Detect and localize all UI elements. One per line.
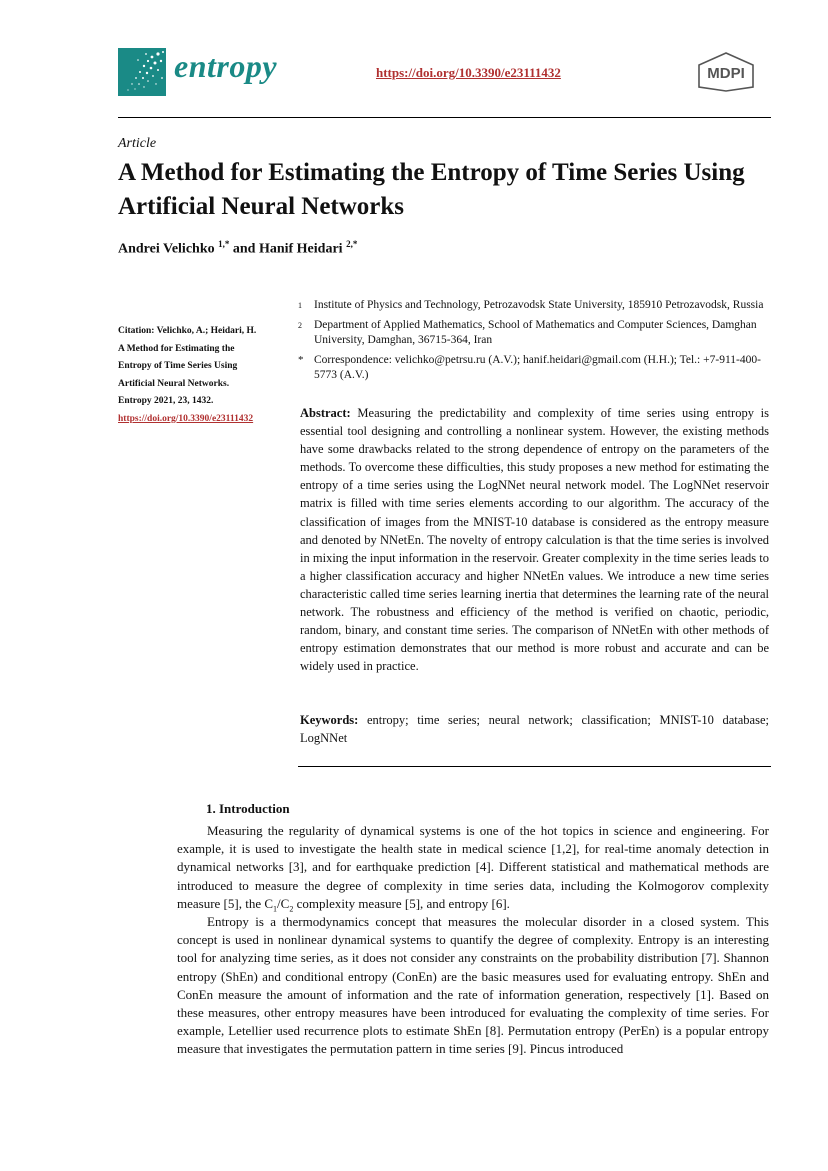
introduction-body: [177, 822, 769, 1059]
abstract-divider: [298, 766, 771, 767]
affiliation-item: [298, 298, 768, 313]
citation-line: Entropy 2021, 23, 1432.: [118, 396, 214, 406]
subscript: 1: [273, 904, 278, 914]
citation-line: Artificial Neural Networks.: [118, 378, 230, 389]
affiliations: [298, 298, 768, 388]
publisher-logo-text: MDPI: [707, 65, 745, 82]
affiliation-number: 1: [298, 301, 302, 310]
correspondence-text: Correspondence: velichko@petrsu.ru (A.V.); hanif.heidari@gmail.com (H.H.); Tel.: +7-911-400-5773 (A.V.): [314, 354, 761, 381]
citation-line: A Method for Estimating the: [118, 343, 235, 354]
affiliation-text: Department of Applied Mathematics, School of Mathematics and Computer Sciences, Damghan University, Damghan, 36715-364, Iran: [314, 319, 757, 346]
abstract: [300, 404, 769, 675]
correspondence-marker: *: [298, 354, 304, 366]
citation-doi-link[interactable]: https://doi.org/10.3390/e23111432: [118, 413, 254, 424]
correspondence-item: [298, 353, 768, 383]
mdpi-hexagon-logo: [696, 52, 756, 92]
author-joiner: and: [232, 241, 259, 257]
doi-link[interactable]: https://doi.org/10.3390/e23111432: [376, 65, 561, 80]
paragraph-text: Measuring the regularity of dynamical systems is one of the hot topics in science and engineering. For example, it is used to investigate the health state in medical science [1,2], for real-time anomaly detection in dynamical networks [3], and for earthquake prediction [4]. Different statistical and mathematical methods are introduced to measure the degree of complexity in time series data, including the Kolmogorov complexity measure [5], the C: [177, 823, 769, 911]
article-type: Article: [118, 136, 157, 151]
header-divider: [118, 117, 771, 118]
affiliation-text: Institute of Physics and Technology, Petrozavodsk State University, 185910 Petrozavodsk, Russia: [314, 299, 764, 311]
paragraph: Entropy is a thermodynamics concept that measures the molecular disorder in a closed system. This concept is used in nonlinear dynamical systems to quantify the degree of complexity. Entropy is an interesting tool for analyzing time series, as it does not consider any constraints on the probability distribution [7]. Shannon entropy (ShEn) and conditional entropy (ConEn) are the basic measures used for evaluating entropy. ShEn and ConEn measure the amount of information and the rate of information generation, respectively [1]. Based on these measures, other entropy measures have been introduced for evaluating the complexity of time series. For example, Letellier used recurrence plots to estimate ShEn [8]. Permutation entropy (PerEn) is a popular entropy measure that investigates the permutation pattern in time series [9]. Pincus introduced: [177, 914, 769, 1057]
citation-line: Citation: Velichko, A.; Heidari, H.: [118, 326, 257, 336]
article-title: A Method for Estimating the Entropy of Time Series Using Artificial Neural Networks: [118, 159, 745, 220]
paragraph-text: /C: [277, 895, 290, 911]
author-affiliation-marker: 2,*: [346, 239, 358, 249]
abstract-label: Abstract:: [300, 406, 351, 420]
abstract-text: Measuring the predictability and complexity of time series using entropy is essential tool designing and controlling a nonlinear system. However, the existing methods have some drawbacks related to the strong dependence of entropy on the parameters of the methods. To overcome these difficulties, this study proposes a new method for estimating the entropy of a time series using the LogNNet neural network model. The LogNNet reservoir matrix is filled with time series elements according to our algorithm. The accuracy of the classification of images from the MNIST-10 database is considered as the entropy measure and denoted by NNetEn. The novelty of entropy calculation is that the time series is involved in mixing the input information in the reservoir. Greater complexity in the time series leads to a higher classification accuracy and higher NNetEn values. We introduce a new time series characteristic called time series learning inertia that determines the learning rate of the neural network. The robustness and efficiency of the method is verified on chaotic, periodic, random, binary, and constant time series. The comparison of NNetEn with other methods of entropy estimation demonstrates that our method is more robust and accurate and can be widely used in practice.: [300, 406, 769, 674]
subscript: 2: [289, 904, 294, 914]
entropy-logo-icon: [118, 48, 166, 96]
citation-line: Entropy of Time Series Using: [118, 361, 238, 371]
journal-name: entropy: [174, 48, 278, 84]
author-name: Hanif Heidari: [258, 241, 343, 257]
keywords-label: Keywords:: [300, 713, 359, 727]
affiliation-number: 2: [298, 321, 302, 330]
paragraph: [177, 822, 769, 913]
section-heading: 1. Introduction: [206, 801, 290, 816]
author-list: [118, 240, 357, 257]
keywords-text: entropy; time series; neural network; classification; MNIST-10 database; LogNNet: [300, 713, 769, 746]
affiliation-item: [298, 318, 768, 348]
author-name: Andrei Velichko: [118, 241, 215, 257]
paragraph-text: complexity measure [5], and entropy [6].: [293, 895, 510, 911]
author-affiliation-marker: 1,*: [218, 239, 230, 249]
citation-box: [118, 323, 278, 428]
keywords: [300, 711, 769, 747]
